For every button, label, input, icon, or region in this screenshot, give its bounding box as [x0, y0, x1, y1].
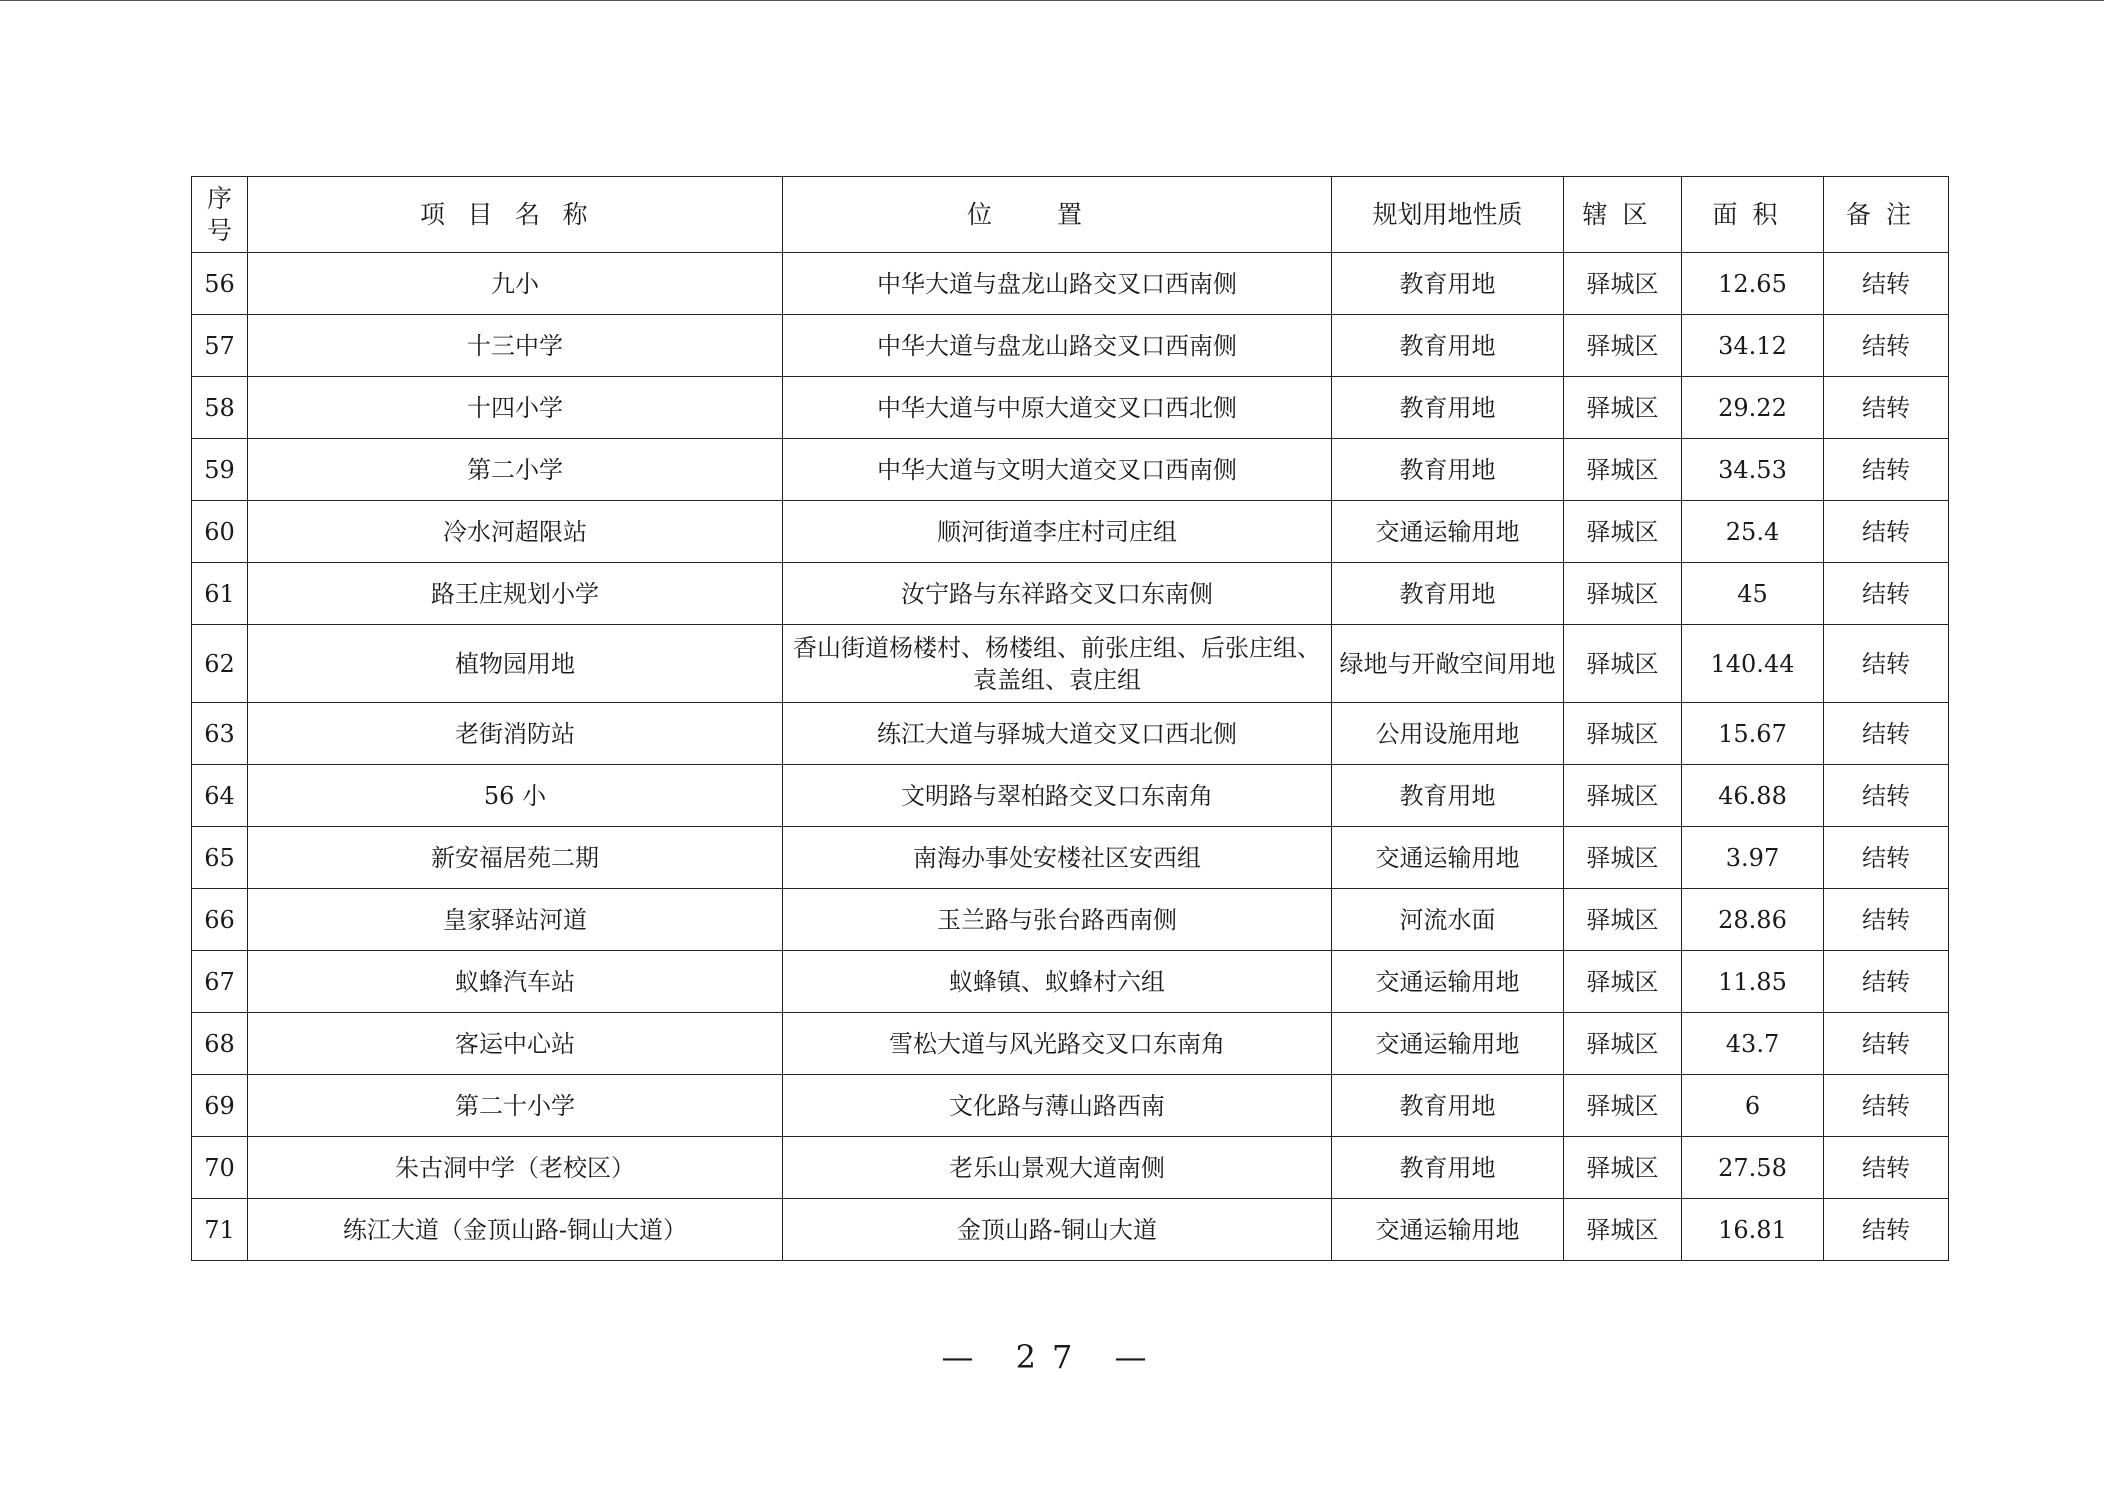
cell-area: 25.4 — [1682, 501, 1824, 563]
cell-area: 45 — [1682, 563, 1824, 625]
cell-name: 第二小学 — [248, 439, 783, 501]
cell-district: 驿城区 — [1564, 1075, 1682, 1137]
cell-district: 驿城区 — [1564, 951, 1682, 1013]
cell-location-line-2: 袁盖组、袁庄组 — [973, 665, 1141, 694]
cell-remark: 结转 — [1824, 563, 1949, 625]
cell-area: 16.81 — [1682, 1199, 1824, 1261]
cell-seq: 64 — [192, 765, 248, 827]
cell-location: 中华大道与中原大道交叉口西北侧 — [783, 377, 1332, 439]
cell-location: 南海办事处安楼社区安西组 — [783, 827, 1332, 889]
cell-land-use: 教育用地 — [1332, 253, 1564, 315]
cell-district: 驿城区 — [1564, 765, 1682, 827]
cell-land-use: 教育用地 — [1332, 1137, 1564, 1199]
table-header-row — [192, 177, 1949, 253]
page-number: — 27 — — [941, 1338, 1163, 1376]
cell-remark: 结转 — [1824, 703, 1949, 765]
cell-seq: 70 — [192, 1137, 248, 1199]
cell-district: 驿城区 — [1564, 315, 1682, 377]
cell-district: 驿城区 — [1564, 1137, 1682, 1199]
table-row — [192, 1075, 1949, 1137]
cell-location: 中华大道与盘龙山路交叉口西南侧 — [783, 315, 1332, 377]
cell-seq: 67 — [192, 951, 248, 1013]
cell-area: 15.67 — [1682, 703, 1824, 765]
table-row — [192, 501, 1949, 563]
cell-area: 34.53 — [1682, 439, 1824, 501]
cell-area: 6 — [1682, 1075, 1824, 1137]
cell-location: 中华大道与文明大道交叉口西南侧 — [783, 439, 1332, 501]
cell-seq: 66 — [192, 889, 248, 951]
cell-remark: 结转 — [1824, 1137, 1949, 1199]
cell-location: 练江大道与驿城大道交叉口西北侧 — [783, 703, 1332, 765]
cell-location: 顺河街道李庄村司庄组 — [783, 501, 1332, 563]
cell-seq: 63 — [192, 703, 248, 765]
table-row — [192, 315, 1949, 377]
cell-location: 玉兰路与张台路西南侧 — [783, 889, 1332, 951]
cell-seq: 58 — [192, 377, 248, 439]
cell-name: 皇家驿站河道 — [248, 889, 783, 951]
cell-name: 第二十小学 — [248, 1075, 783, 1137]
cell-district: 驿城区 — [1564, 563, 1682, 625]
cell-remark: 结转 — [1824, 377, 1949, 439]
cell-land-use: 交通运输用地 — [1332, 827, 1564, 889]
cell-land-use: 教育用地 — [1332, 377, 1564, 439]
cell-seq: 71 — [192, 1199, 248, 1261]
cell-district: 驿城区 — [1564, 439, 1682, 501]
cell-area: 140.44 — [1682, 625, 1824, 703]
cell-seq: 68 — [192, 1013, 248, 1075]
cell-district: 驿城区 — [1564, 1013, 1682, 1075]
header-land-use: 规划用地性质 — [1332, 177, 1564, 253]
cell-area: 46.88 — [1682, 765, 1824, 827]
header-area: 面积 — [1682, 177, 1824, 253]
cell-remark: 结转 — [1824, 439, 1949, 501]
cell-remark: 结转 — [1824, 501, 1949, 563]
cell-name: 56 小 — [248, 765, 783, 827]
cell-land-use: 教育用地 — [1332, 1075, 1564, 1137]
cell-district: 驿城区 — [1564, 253, 1682, 315]
cell-remark: 结转 — [1824, 827, 1949, 889]
cell-area: 3.97 — [1682, 827, 1824, 889]
cell-remark: 结转 — [1824, 253, 1949, 315]
header-seq: 序号 — [192, 177, 248, 253]
cell-seq: 59 — [192, 439, 248, 501]
cell-seq: 65 — [192, 827, 248, 889]
cell-land-use: 教育用地 — [1332, 563, 1564, 625]
cell-land-use: 交通运输用地 — [1332, 1199, 1564, 1261]
table-row — [192, 439, 1949, 501]
cell-name: 九小 — [248, 253, 783, 315]
cell-land-use: 教育用地 — [1332, 439, 1564, 501]
cell-name: 朱古洞中学（老校区） — [248, 1137, 783, 1199]
table-row — [192, 253, 1949, 315]
land-project-table — [191, 176, 1949, 1261]
cell-land-use: 绿地与开敞空间用地 — [1332, 625, 1564, 703]
cell-location: 老乐山景观大道南侧 — [783, 1137, 1332, 1199]
cell-name: 老街消防站 — [248, 703, 783, 765]
cell-land-use: 公用设施用地 — [1332, 703, 1564, 765]
cell-land-use: 交通运输用地 — [1332, 951, 1564, 1013]
header-location: 位置 — [783, 177, 1332, 253]
cell-name: 路王庄规划小学 — [248, 563, 783, 625]
header-name: 项目名称 — [248, 177, 783, 253]
header-remark: 备注 — [1824, 177, 1949, 253]
cell-remark: 结转 — [1824, 625, 1949, 703]
cell-location: 文化路与薄山路西南 — [783, 1075, 1332, 1137]
cell-seq: 56 — [192, 253, 248, 315]
cell-location-line-1: 香山街道杨楼村、杨楼组、前张庄组、后张庄组、 — [793, 633, 1321, 662]
table-row — [192, 1199, 1949, 1261]
cell-location: 雪松大道与风光路交叉口东南角 — [783, 1013, 1332, 1075]
cell-location: 金顶山路-铜山大道 — [783, 1199, 1332, 1261]
cell-remark: 结转 — [1824, 1075, 1949, 1137]
cell-district: 驿城区 — [1564, 377, 1682, 439]
table-row — [192, 889, 1949, 951]
table-row — [192, 765, 1949, 827]
cell-seq: 61 — [192, 563, 248, 625]
cell-land-use: 教育用地 — [1332, 765, 1564, 827]
cell-remark: 结转 — [1824, 315, 1949, 377]
top-border-line — [0, 0, 2104, 1]
cell-location: 蚁蜂镇、蚁蜂村六组 — [783, 951, 1332, 1013]
cell-name: 植物园用地 — [248, 625, 783, 703]
cell-area: 34.12 — [1682, 315, 1824, 377]
cell-location: 文明路与翠柏路交叉口东南角 — [783, 765, 1332, 827]
cell-area: 11.85 — [1682, 951, 1824, 1013]
cell-remark: 结转 — [1824, 1199, 1949, 1261]
cell-name: 新安福居苑二期 — [248, 827, 783, 889]
cell-district: 驿城区 — [1564, 501, 1682, 563]
cell-land-use: 交通运输用地 — [1332, 501, 1564, 563]
cell-remark: 结转 — [1824, 889, 1949, 951]
cell-location — [783, 625, 1332, 703]
cell-name: 冷水河超限站 — [248, 501, 783, 563]
cell-district: 驿城区 — [1564, 827, 1682, 889]
table-row — [192, 827, 1949, 889]
cell-area: 29.22 — [1682, 377, 1824, 439]
table-row — [192, 1013, 1949, 1075]
cell-seq: 57 — [192, 315, 248, 377]
header-district: 辖区 — [1564, 177, 1682, 253]
table-row — [192, 703, 1949, 765]
cell-name: 蚁蜂汽车站 — [248, 951, 783, 1013]
table-row — [192, 951, 1949, 1013]
cell-area: 28.86 — [1682, 889, 1824, 951]
cell-name: 十三中学 — [248, 315, 783, 377]
cell-name: 客运中心站 — [248, 1013, 783, 1075]
cell-area: 27.58 — [1682, 1137, 1824, 1199]
cell-remark: 结转 — [1824, 765, 1949, 827]
table-row — [192, 377, 1949, 439]
cell-seq: 62 — [192, 625, 248, 703]
table-row — [192, 625, 1949, 703]
table-row — [192, 1137, 1949, 1199]
cell-location: 中华大道与盘龙山路交叉口西南侧 — [783, 253, 1332, 315]
cell-district: 驿城区 — [1564, 889, 1682, 951]
cell-remark: 结转 — [1824, 951, 1949, 1013]
cell-district: 驿城区 — [1564, 625, 1682, 703]
cell-land-use: 交通运输用地 — [1332, 1013, 1564, 1075]
table-row — [192, 563, 1949, 625]
cell-remark: 结转 — [1824, 1013, 1949, 1075]
cell-area: 12.65 — [1682, 253, 1824, 315]
cell-name: 练江大道（金顶山路-铜山大道） — [248, 1199, 783, 1261]
cell-land-use: 教育用地 — [1332, 315, 1564, 377]
cell-area: 43.7 — [1682, 1013, 1824, 1075]
cell-seq: 69 — [192, 1075, 248, 1137]
cell-district: 驿城区 — [1564, 703, 1682, 765]
cell-name: 十四小学 — [248, 377, 783, 439]
cell-seq: 60 — [192, 501, 248, 563]
cell-land-use: 河流水面 — [1332, 889, 1564, 951]
cell-location: 汝宁路与东祥路交叉口东南侧 — [783, 563, 1332, 625]
cell-district: 驿城区 — [1564, 1199, 1682, 1261]
